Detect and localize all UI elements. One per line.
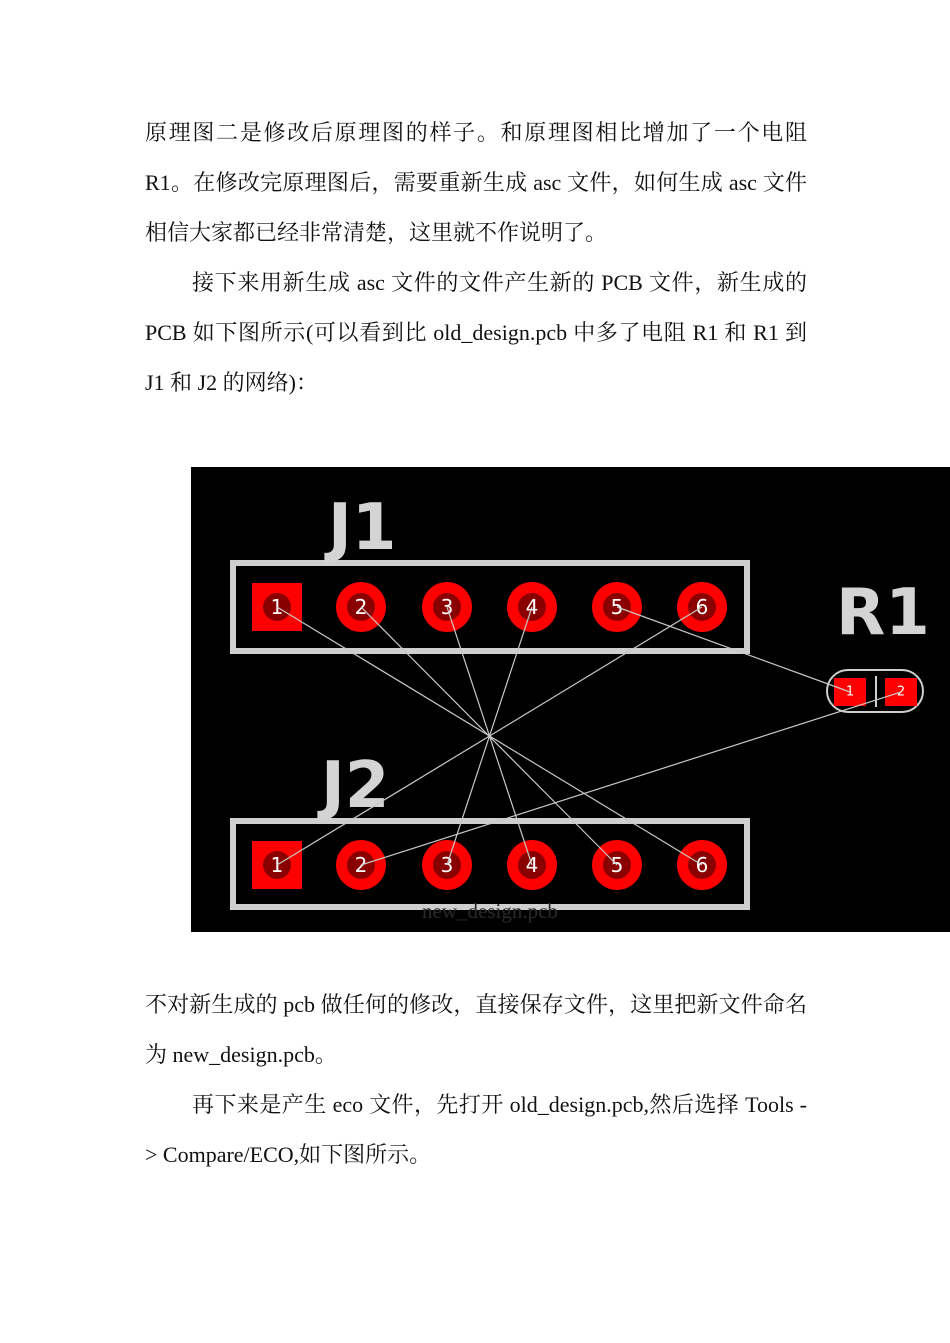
j2-pin-label-3: 3 (440, 853, 454, 877)
paragraph-3: 不对新生成的 pcb 做任何的修改，直接保存文件，这里把新文件命名为 new_design.pcb。 (145, 992, 807, 1067)
ratsnest-j2-2-r1-2 (361, 692, 901, 865)
j2-pin-label-6: 6 (695, 853, 709, 877)
paragraph-4: 再下来是产生 eco 文件，先打开 old_design.pcb,然后选择 Tools -> Compare/ECO,如下图所示。 (145, 1092, 807, 1167)
j1-pin-label-4: 4 (525, 595, 539, 619)
paragraph-2: 接下来用新生成 asc 文件的文件产生新的 PCB 文件，新生成的 PCB 如下图所示(可以看到比 old_design.pcb 中多了电阻 R1 和 R1 到 J1 和 J2 的网络)： (145, 270, 807, 395)
ratsnest-lines (277, 607, 901, 865)
j1-pin-label-6: 6 (695, 595, 709, 619)
pcb-board-drawing (191, 467, 950, 932)
j1-outline (233, 563, 747, 651)
j2-pin-label-1: 1 (270, 853, 284, 877)
j2-pin-label-4: 4 (525, 853, 539, 877)
j1-pin-label-5: 5 (610, 595, 624, 619)
refdes-r1: R1 (836, 576, 930, 650)
r1-pin-label-1: 1 (845, 684, 855, 700)
figure-caption: new_design.pcb (422, 899, 558, 923)
refdes-j1: J1 (328, 491, 397, 565)
j2-pin-label-5: 5 (610, 853, 624, 877)
j1-pin-label-2: 2 (354, 595, 368, 619)
j1-pin-label-1: 1 (270, 595, 284, 619)
r1-pin-label-2: 2 (896, 684, 906, 700)
refdes-j2: J2 (321, 749, 390, 823)
j2-pads (252, 840, 727, 890)
pcb-figure (191, 467, 950, 932)
paragraph-1: 原理图二是修改后原理图的样子。和原理图相比增加了一个电阻R1。在修改完原理图后，需要重新生成 asc 文件，如何生成 asc 文件相信大家都已经非常清楚，这里就不作说明了。 (145, 120, 807, 245)
j2-outline (233, 821, 747, 907)
j1-pin-label-3: 3 (440, 595, 454, 619)
j2-pin-label-2: 2 (354, 853, 368, 877)
j1-pads (252, 582, 727, 632)
